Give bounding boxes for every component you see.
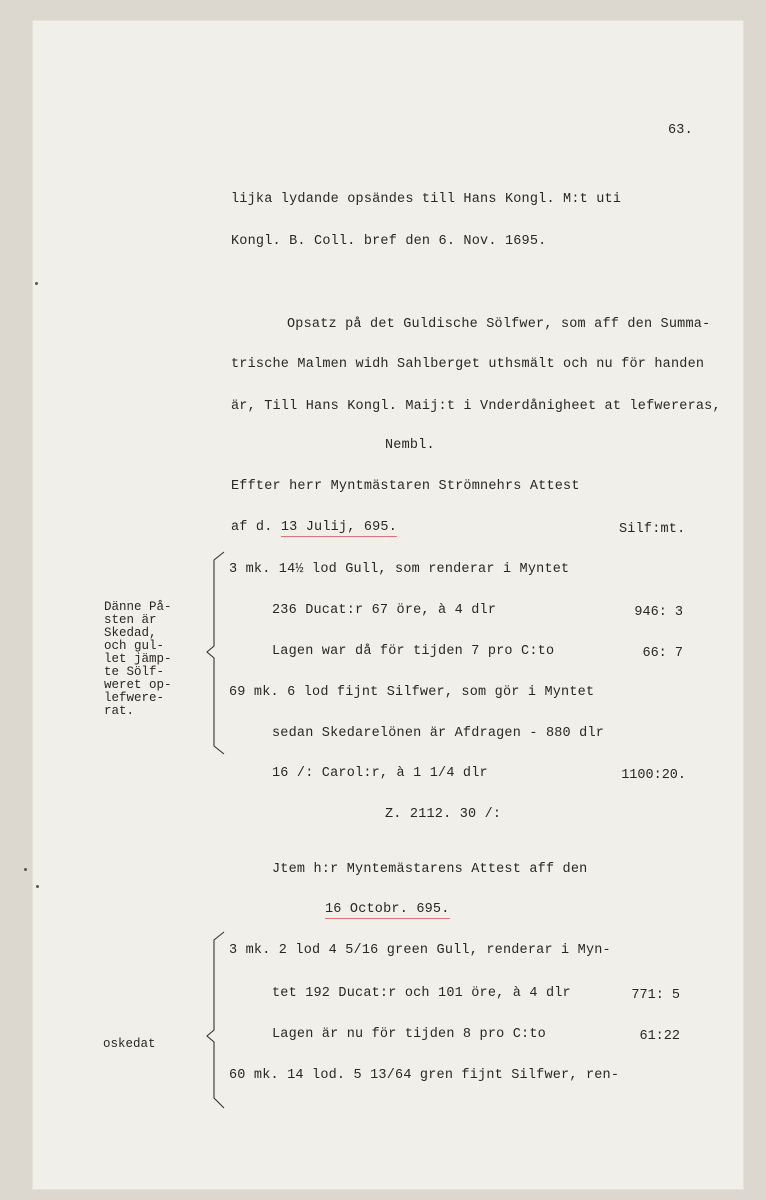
s2-row-3: Lagen är nu för tijden 8 pro C:to <box>272 1027 546 1042</box>
unit-header: Silf:mt. <box>619 522 686 537</box>
heading-line-2: trische Malmen widh Sahlberget uthsmält och nu för handen <box>231 357 705 372</box>
s1-value-6: 1100:20. <box>621 768 686 783</box>
s1-row-2: 236 Ducat:r 67 öre, à 4 dlr <box>272 603 497 618</box>
attest-line-2: Jtem h:r Myntemästarens Attest aff den <box>272 862 588 877</box>
intro-line-2: Kongl. B. Coll. bref den 6. Nov. 1695. <box>231 234 547 249</box>
attest-line-1: Effter herr Myntmästaren Strömnehrs Attest <box>231 479 580 494</box>
attest-date-1 <box>231 520 397 535</box>
heading-line-4: Nembl. <box>385 438 435 453</box>
s1-row-1: 3 mk. 14½ lod Gull, som renderar i Myntet <box>229 562 570 577</box>
bracket-1 <box>200 550 230 760</box>
margin-mark <box>24 868 27 871</box>
attest-date-2 <box>325 902 450 917</box>
intro-line-1: lijka lydande opsändes till Hans Kongl. M:t uti <box>231 192 622 207</box>
s1-row-4: 69 mk. 6 lod fijnt Silfwer, som gör i Myntet <box>229 685 595 700</box>
s2-row-2: tet 192 Ducat:r och 101 öre, à 4 dlr <box>272 986 571 1001</box>
margin-note-oskedat: oskedat <box>103 1037 156 1051</box>
s2-value-3: 61:22 <box>639 1029 680 1044</box>
s1-total: Z. 2112. 30 /: <box>385 807 502 822</box>
heading-line-1: Opsatz på det Guldische Sölfwer, som aff den Summa- <box>287 317 711 332</box>
s2-row-1: 3 mk. 2 lod 4 5/16 green Gull, renderar i Myn- <box>229 943 611 958</box>
s1-row-6: 16 /: Carol:r, à 1 1/4 dlr <box>272 766 488 781</box>
s1-value-2: 946: 3 <box>634 605 683 620</box>
margin-mark <box>36 885 39 888</box>
underlined-date: 16 Octobr. 695. <box>325 902 450 917</box>
bracket-2 <box>200 930 230 1115</box>
page-number: 63. <box>668 123 693 138</box>
s2-row-4: 60 mk. 14 lod. 5 13/64 gren fijnt Silfwer, ren- <box>229 1068 620 1083</box>
s1-row-5: sedan Skedarelönen är Afdragen - 880 dlr <box>272 726 605 741</box>
s1-value-3: 66: 7 <box>642 646 683 661</box>
underlined-date: 13 Julij, 695. <box>280 520 398 535</box>
margin-mark <box>35 282 38 285</box>
heading-line-3: är, Till Hans Kongl. Maij:t i Vnderdånigheet at lefwereras, <box>231 399 721 414</box>
s1-row-3: Lagen war då för tijden 7 pro C:to <box>272 644 555 659</box>
s2-value-2: 771: 5 <box>631 988 680 1003</box>
margin-note-skedad: Dänne På- sten är Skedad, och gul- let jämp- te Sölf- weret op- lefwere- rat. <box>104 600 172 718</box>
date-prefix: af d. <box>231 520 281 535</box>
